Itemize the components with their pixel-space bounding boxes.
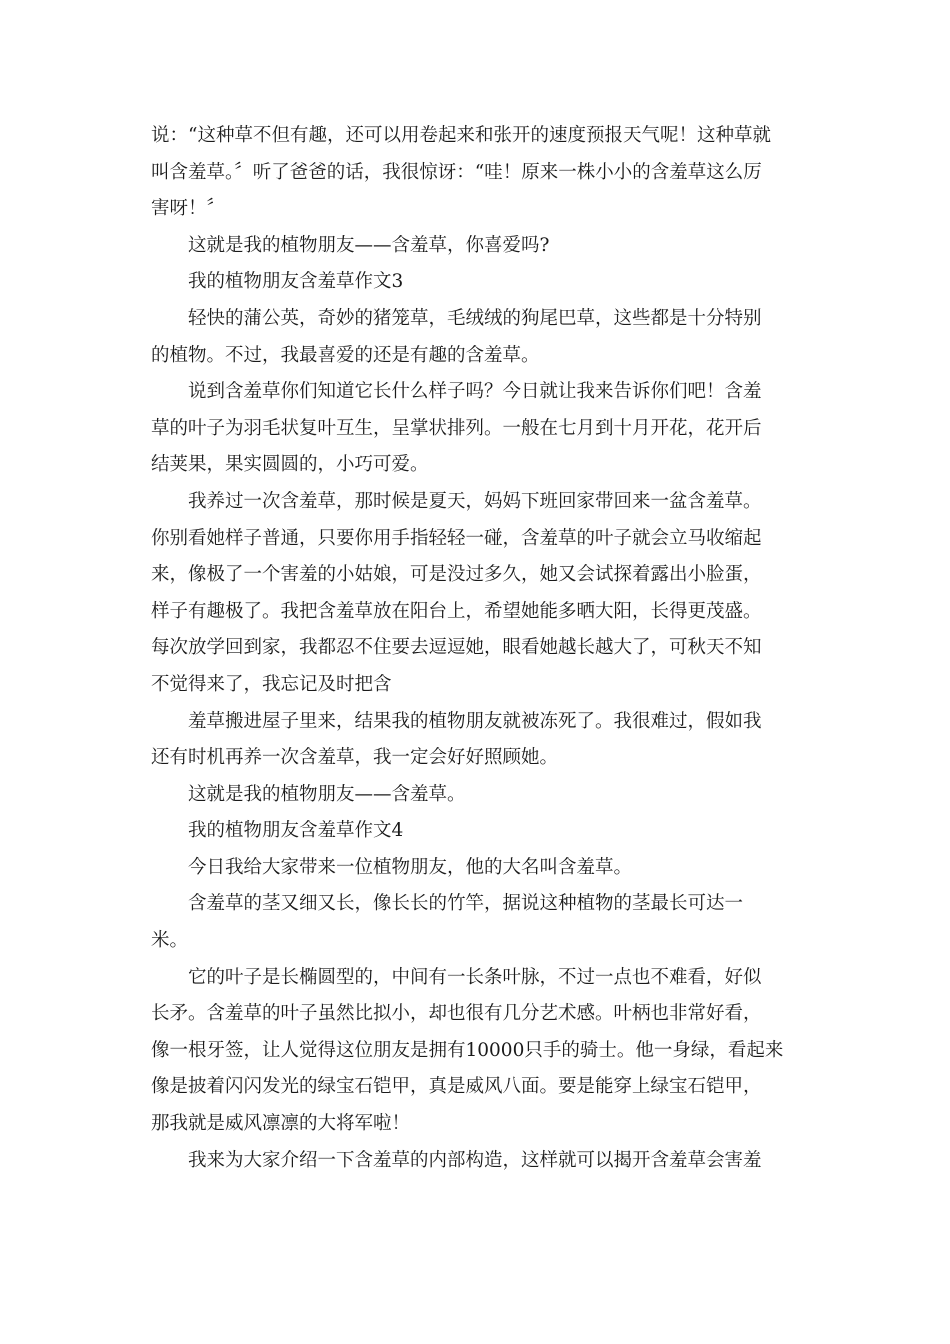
text-line: 羞草搬进屋子里来，结果我的植物朋友就被冻死了。我很难过，假如我 — [188, 710, 762, 732]
text-line: 它的叶子是长椭圆型的，中间有一长条叶脉，不过一点也不难看，好似 — [188, 966, 762, 988]
text-line: 我来为大家介绍一下含羞草的内部构造，这样就可以揭开含羞草会害羞 — [188, 1149, 762, 1171]
text-line: 叫含羞草。〞听了爸爸的话，我很惊讶：“哇！原来一株小小的含羞草这么厉 — [151, 161, 762, 183]
document-body — [151, 118, 801, 1179]
text-line: 米。 — [151, 930, 189, 952]
text-line: 结荚果，果实圆圆的，小巧可爱。 — [151, 454, 429, 476]
text-line: 那我就是威风凛凛的大将军啦！ — [151, 1113, 411, 1135]
section-heading: 我的植物朋友含羞草作文3 — [188, 271, 404, 293]
text-line: 样子有趣极了。我把含羞草放在阳台上，希望她能多晒大阳，长得更茂盛。 — [151, 600, 762, 622]
section-heading: 我的植物朋友含羞草作文4 — [188, 820, 404, 842]
text-line: 像一根牙签，让人觉得这位朋友是拥有10000只手的骑士。他一身绿，看起来 — [151, 1039, 784, 1061]
text-line: 我养过一次含羞草，那时候是夏天，妈妈下班回家带回来一盆含羞草。 — [188, 490, 762, 512]
text-line: 你别看她样子普通，只要你用手指轻轻一碰，含羞草的叶子就会立马收缩起 — [151, 527, 762, 549]
text-line: 这就是我的植物朋友——含羞草，你喜爱吗? — [188, 234, 550, 256]
text-line: 含羞草的茎又细又长，像长长的竹竿，据说这种植物的茎最长可达一 — [188, 893, 744, 915]
text-line: 像是披着闪闪发光的绿宝石铠甲，真是威风八面。要是能穿上绿宝石铠甲， — [151, 1076, 762, 1098]
text-line: 这就是我的植物朋友——含羞草。 — [188, 783, 466, 805]
text-line: 长矛。含羞草的叶子虽然比拟小，却也很有几分艺术感。叶柄也非常好看， — [151, 1003, 762, 1025]
text-line: 不觉得来了，我忘记及时把含 — [151, 673, 392, 695]
text-line: 说到含羞草你们知道它长什么样子吗？今日就让我来告诉你们吧！含羞 — [188, 381, 762, 403]
text-line: 草的叶子为羽毛状复叶互生，呈掌状排列。一般在七月到十月开花，花开后 — [151, 417, 762, 439]
text-line: 轻快的蒲公英，奇妙的猪笼草，毛绒绒的狗尾巴草，这些都是十分特别 — [188, 307, 762, 329]
text-line: 害呀！〞 — [151, 198, 226, 220]
text-line: 还有时机再养一次含羞草，我一定会好好照顾她。 — [151, 747, 559, 769]
text-line: 说：“这种草不但有趣，还可以用卷起来和张开的速度预报天气呢！这种草就 — [151, 125, 771, 146]
text-line: 的植物。不过，我最喜爱的还是有趣的含羞草。 — [151, 344, 540, 366]
text-line: 今日我给大家带来一位植物朋友，他的大名叫含羞草。 — [188, 856, 633, 878]
text-line: 每次放学回到家，我都忍不住要去逗逗她，眼看她越长越大了，可秋天不知 — [151, 637, 762, 659]
text-line: 来，像极了一个害羞的小姑娘，可是没过多久，她又会试探着露出小脸蛋， — [151, 564, 762, 586]
